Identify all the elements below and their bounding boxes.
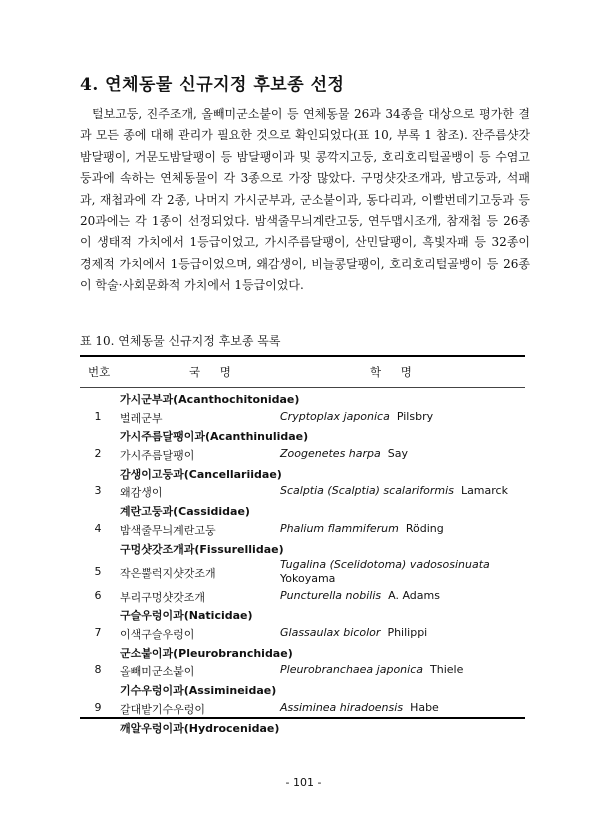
- table-row: [80, 661, 525, 680]
- species-number: 7: [94, 626, 102, 640]
- species-number: 4: [94, 521, 102, 535]
- header-number: 번호: [88, 365, 111, 379]
- author-name: Habe: [410, 700, 439, 714]
- author-name: Röding: [405, 521, 444, 535]
- table-row: [80, 482, 525, 501]
- korean-name: 가시주름달팽이: [120, 449, 195, 463]
- author-name: Pilsbry: [396, 409, 434, 423]
- species-number: 3: [94, 484, 102, 498]
- family-name: 깨알우렁이과(Hydrocenidae): [120, 721, 280, 735]
- table-row: [80, 557, 525, 587]
- scientific-name: [280, 558, 525, 586]
- binomial-name: Tugalina (Scelidotoma) vadososinuata: [280, 558, 490, 572]
- family-row: [80, 643, 525, 662]
- scientific-name: [280, 410, 525, 424]
- table-row: [80, 445, 525, 464]
- family-row: [80, 539, 525, 558]
- scientific-name: [280, 522, 525, 536]
- binomial-name: Glassaulax bicolor: [280, 626, 381, 640]
- binomial-name: Assiminea hiradoensis: [280, 700, 404, 714]
- table-body: [80, 389, 525, 736]
- family-row: [80, 718, 525, 737]
- korean-name: 갈대밭기수우렁이: [120, 702, 206, 716]
- family-row: [80, 501, 525, 520]
- korean-name: 왜감생이: [120, 486, 163, 500]
- binomial-name: Phalium flammiferum: [280, 521, 399, 535]
- family-row: [80, 605, 525, 624]
- korean-name: 밤색줄무늬계란고둥: [120, 523, 216, 537]
- family-name: 구슬우렁이과(Naticidae): [120, 609, 253, 623]
- binomial-name: Pleurobranchaea japonica: [280, 663, 423, 677]
- section-heading: 4. 연체동물 신규지정 후보종 선정: [80, 75, 345, 95]
- species-number: 2: [94, 447, 102, 461]
- table-row: [80, 520, 525, 539]
- table-row: [80, 699, 525, 718]
- korean-name: 작은뿔럭지샷갓조개: [120, 567, 216, 581]
- body-paragraph: 털보고둥, 진주조개, 올빼미군소붙이 등 연체동물 26과 34종을 대상으로 평가한 결과 모든 종에 대해 관리가 필요한 것으로 확인되었다(표 10, 부록 1 참조). 잔주름샷갓밤달팽이, 거문도밤달팽이 등 밤달팽이과 및 콩깍지고둥, 호리호리털골뱅이 등 수염고둥과에 속하는 연체동물이 각 3종으로 가장 많았다. 구멍샷갓조개과, 밤고둥과, 석패과, 재첩과에 각 2종, 나머지 가시군부과, 군소붙이과, 동다리과, 이빨번데기고둥과 등 20과에는 각 1종이 선정되었다. 밤색줄무늬계란고둥, 연두맵시조개, 참재첩 등 26종이 생태적 가치에서 1등급이었고, 가시주름달팽이, 산민달팽이, 흑빛자패 등 32종이 경제적 가치에서 1등급이었으며, 왜감생이, 비늘콩달팽이, 호리호리털골뱅이 등 26종이 학술·사회문화적 가치에서 1등급이었다.: [80, 107, 530, 293]
- family-name: 군소붙이과(Pleurobranchidae): [120, 646, 293, 660]
- family-name: 가시군부과(Acanthochitonidae): [120, 393, 300, 406]
- species-number: 5: [94, 565, 102, 579]
- korean-name: 부리구멍샷갓조개: [120, 590, 206, 604]
- family-row: [80, 389, 525, 408]
- korean-name: 이색구슬우렁이: [120, 628, 195, 642]
- korean-name: 벌레군부: [120, 411, 163, 425]
- page-number: - 101 -: [285, 776, 322, 789]
- header-korean-name: 국 명: [189, 365, 239, 379]
- family-name: 계란고둥과(Cassididae): [120, 505, 250, 519]
- author-name: Say: [387, 447, 408, 461]
- author-name: Philippi: [387, 626, 428, 640]
- family-name: 기수우렁이과(Assimineidae): [120, 684, 277, 698]
- table-top-rule: [80, 355, 525, 357]
- scientific-name: [280, 589, 525, 603]
- species-number: 6: [94, 588, 102, 602]
- table-caption: 표 10. 연체동물 신규지정 후보종 목록: [80, 334, 281, 348]
- header-scientific-name: 학 명: [370, 365, 420, 379]
- table-row: [80, 408, 525, 427]
- scientific-name: [280, 626, 525, 640]
- family-row: [80, 426, 525, 445]
- scientific-name: [280, 484, 525, 498]
- author-name: Lamarck: [460, 484, 508, 498]
- scientific-name: [280, 447, 525, 461]
- author-name: Thiele: [430, 663, 464, 677]
- scientific-name: [280, 663, 525, 677]
- table-bottom-rule: [80, 717, 525, 719]
- family-name: 감생이고둥과(Cancellariidae): [120, 467, 282, 481]
- species-number: 1: [94, 409, 102, 423]
- family-name: 구멍샷갓조개과(Fissurellidae): [120, 542, 284, 556]
- table-row: [80, 587, 525, 606]
- family-name: 가시주름달팽이과(Acanthinulidae): [120, 430, 309, 444]
- family-row: [80, 680, 525, 699]
- table-row: [80, 624, 525, 643]
- binomial-name: Zoogenetes harpa: [280, 447, 381, 461]
- scientific-name: [280, 701, 525, 715]
- binomial-name: Puncturella nobilis: [280, 588, 382, 602]
- author-name: Yokoyama: [280, 572, 336, 586]
- binomial-name: Scalptia (Scalptia) scalariformis: [280, 484, 454, 498]
- author-name: A. Adams: [388, 588, 440, 602]
- species-number: 8: [94, 663, 102, 677]
- family-row: [80, 464, 525, 483]
- korean-name: 올빼미군소붙이: [120, 665, 195, 679]
- table-header-rule: [80, 387, 525, 388]
- binomial-name: Cryptoplax japonica: [280, 409, 390, 423]
- species-number: 9: [94, 700, 102, 714]
